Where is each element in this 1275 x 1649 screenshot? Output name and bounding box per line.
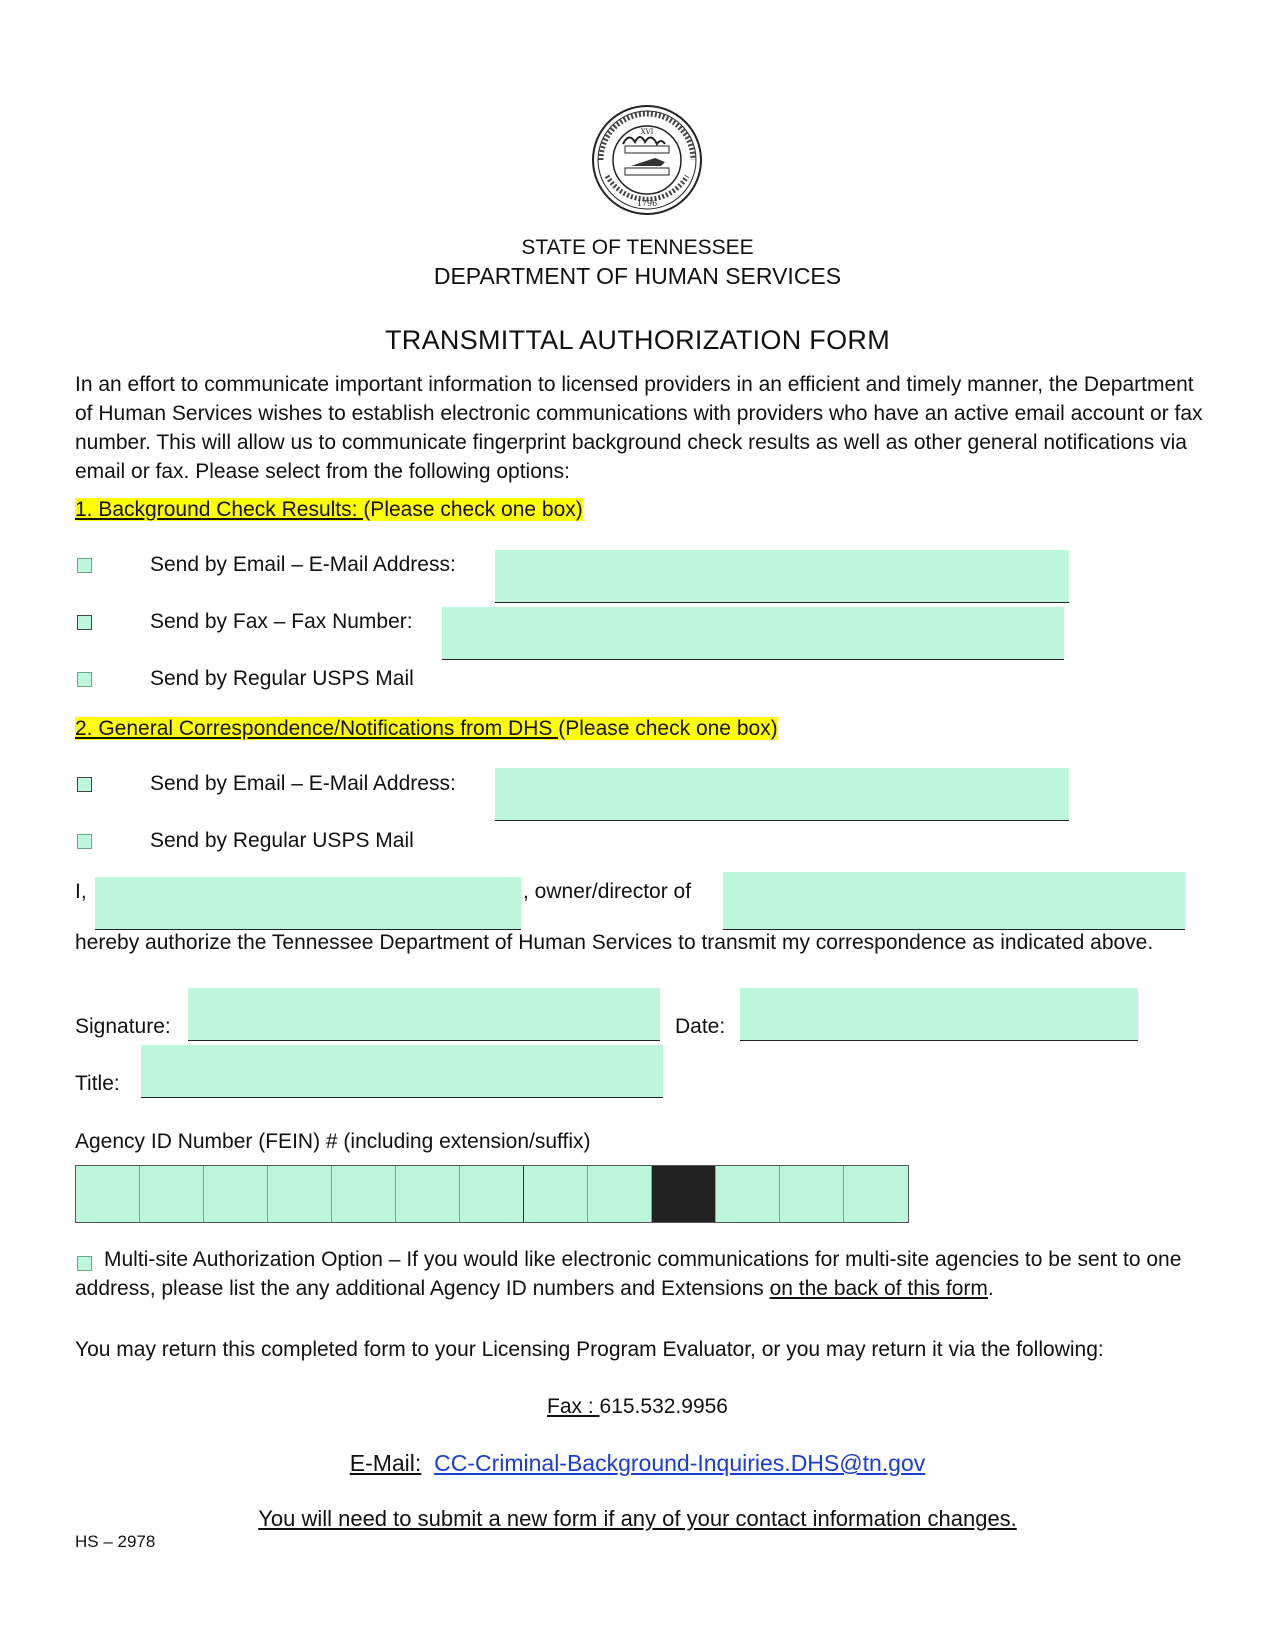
fax-line [0, 1395, 1275, 1419]
signature-label: Signature: [75, 1015, 171, 1038]
section2-heading [75, 717, 778, 741]
bg-mail-label: Send by Regular USPS Mail [150, 667, 414, 690]
auth-text: hereby authorize the Tennessee Department of Human Services to transmit my correspondence as indicated above. [75, 931, 1154, 954]
agency-id-cell[interactable] [524, 1166, 588, 1222]
state-seal-logo [591, 104, 703, 216]
department-heading: DEPARTMENT OF HUMAN SERVICES [433, 263, 842, 289]
bg-fax-label: Send by Fax – Fax Number: [150, 610, 413, 633]
agency-id-cell[interactable] [460, 1166, 524, 1222]
gen-email-checkbox[interactable] [77, 777, 92, 792]
gen-email-label: Send by Email – E-Mail Address: [150, 772, 456, 795]
svg-text:XVI: XVI [640, 128, 654, 136]
section1-title: 1. Background Check Results: [75, 498, 364, 521]
agency-id-extension-cell[interactable] [844, 1166, 908, 1222]
agency-id-extension-cell[interactable] [716, 1166, 780, 1222]
agency-id-cell[interactable] [204, 1166, 268, 1222]
return-instructions: You may return this completed form to your Licensing Program Evaluator, or you may return it via the following: [75, 1338, 1104, 1361]
agency-id-cell[interactable] [588, 1166, 652, 1222]
email-line [0, 1450, 1275, 1477]
bg-mail-checkbox[interactable] [77, 672, 92, 687]
auth-prefix: I, [75, 880, 87, 903]
gen-mail-checkbox[interactable] [77, 834, 92, 849]
title-label: Title: [75, 1072, 120, 1095]
intro-paragraph: In an effort to communicate important information to licensed providers in an efficient and timely manner, the Department of Human Services wishes to establish electronic communications with providers who have an active email account or fax number. This will allow us to communicate fingerprint background check results as well as other general notifications via email or fax. Please select from the following options: [75, 373, 1203, 483]
email-label: E-Mail: [349, 1450, 422, 1476]
agency-id-extension-cell[interactable] [780, 1166, 844, 1222]
agency-id-label: Agency ID Number (FEIN) # (including extension/suffix) [75, 1130, 591, 1153]
form-number: HS – 2978 [75, 1532, 156, 1551]
signature-field[interactable] [188, 988, 660, 1041]
section2-title: 2. General Correspondence/Notifications from DHS [75, 717, 559, 740]
bg-fax-field[interactable] [442, 607, 1064, 660]
email-link[interactable]: CC-Criminal-Background-Inquiries.DHS@tn.gov [434, 1450, 926, 1476]
bg-email-field[interactable] [495, 550, 1069, 603]
gen-email-field[interactable] [495, 768, 1069, 821]
owner-name-field[interactable] [95, 877, 521, 930]
multisite-back-link: on the back of this form [769, 1277, 988, 1300]
section2-note: (Please check one box) [558, 717, 778, 740]
svg-text:1796: 1796 [636, 199, 658, 208]
agency-id-cell[interactable] [76, 1166, 140, 1222]
agency-id-cell[interactable] [140, 1166, 204, 1222]
auth-owner-label: , owner/director of [523, 880, 692, 903]
agency-id-grid [75, 1165, 909, 1223]
multisite-end: . [987, 1277, 994, 1300]
section1-note: (Please check one box) [363, 498, 583, 521]
gen-mail-label: Send by Regular USPS Mail [150, 829, 414, 852]
form-title: TRANSMITTAL AUTHORIZATION FORM [385, 325, 890, 355]
date-field[interactable] [740, 988, 1138, 1041]
date-label: Date: [675, 1015, 726, 1038]
title-field[interactable] [141, 1045, 663, 1098]
fax-number: 615.532.9956 [599, 1395, 728, 1418]
bg-email-label: Send by Email – E-Mail Address: [150, 553, 456, 576]
state-heading: STATE OF TENNESSEE [521, 236, 754, 259]
bg-fax-checkbox[interactable] [77, 615, 92, 630]
fax-label: Fax : [547, 1395, 600, 1418]
multisite-text [75, 1245, 1215, 1303]
bg-email-checkbox[interactable] [77, 558, 92, 573]
agency-id-separator [652, 1166, 716, 1222]
update-notice: You will need to submit a new form if any of your contact information changes. [258, 1506, 1017, 1531]
agency-id-cell[interactable] [396, 1166, 460, 1222]
multisite-description: Multi-site Authorization Option – If you would like electronic communications for multi-site agencies to be sent to one address, please list the any additional Agency ID numbers and Extensions [75, 1248, 1182, 1300]
section1-heading [75, 498, 583, 522]
agency-id-cell[interactable] [268, 1166, 332, 1222]
agency-id-cell[interactable] [332, 1166, 396, 1222]
agency-name-field[interactable] [723, 872, 1185, 930]
